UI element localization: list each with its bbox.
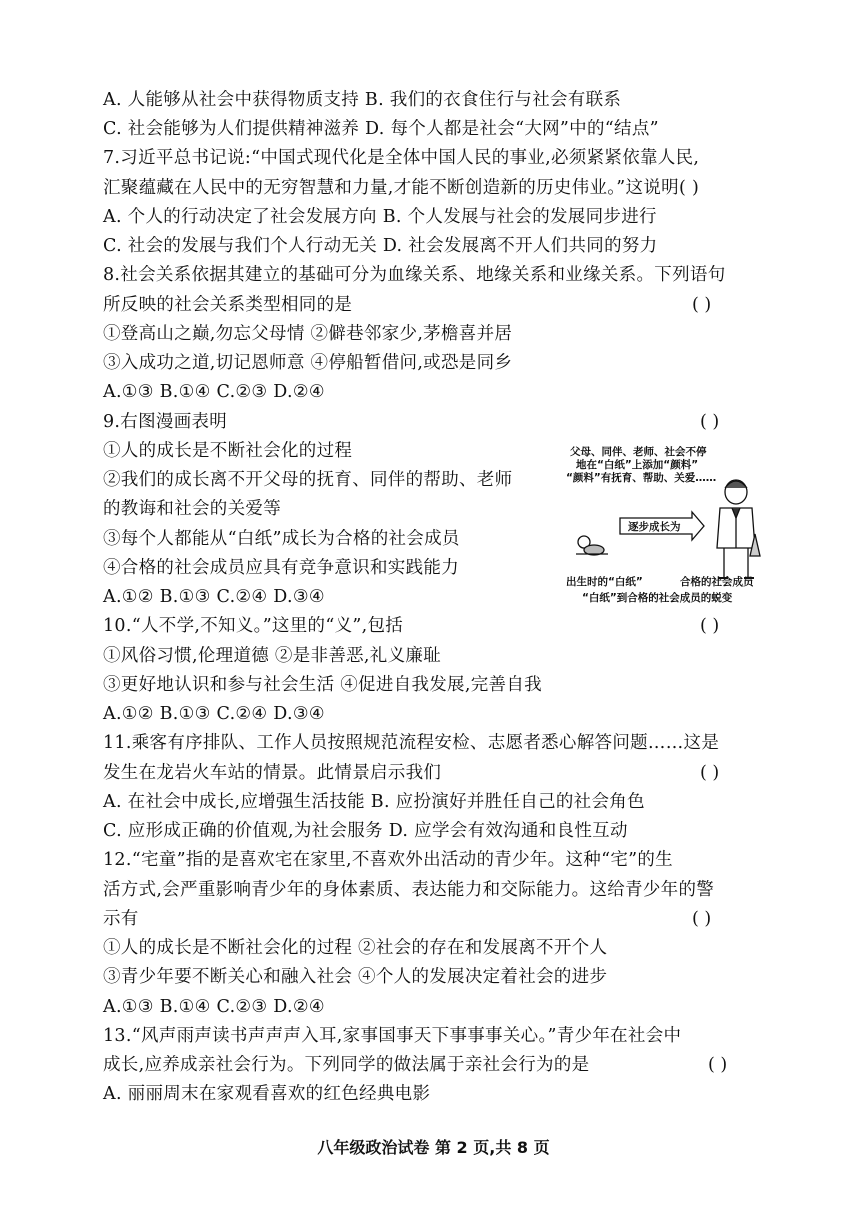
q13-answer-paren: ( ) — [708, 1055, 728, 1075]
cartoon-label-right: 合格的社会成员 — [680, 576, 754, 588]
q7-stem-line1: 7.习近平总书记说:“中国式现代化是全体中国人民的事业,必须紧紧依靠人民, — [103, 148, 700, 168]
q12-options: A.①③ B.①④ C.②③ D.②④ — [103, 997, 325, 1017]
cartoon-caption-top-2: 地在“白纸”上添加“颜料” — [576, 459, 699, 471]
cartoon-label-left: 出生时的“白纸” — [566, 576, 643, 588]
q9-answer-paren: ( ) — [700, 412, 720, 432]
q7-options-cd: C. 社会的发展与我们个人行动无关 D. 社会发展离不开人们共同的努力 — [103, 236, 658, 256]
q12-item-34: ③青少年要不断关心和融入社会 ④个人的发展决定着社会的进步 — [103, 967, 608, 987]
q12-stem-line2: 活方式,会严重影响青少年的身体素质、表达能力和交际能力。这给青少年的警 — [103, 880, 715, 900]
q10-stem: 10.“人不学,不知义。”这里的“义”,包括 — [103, 616, 404, 636]
q8-stem-line1: 8.社会关系依据其建立的基础可分为血缘关系、地缘关系和业缘关系。下列语句 — [103, 265, 726, 285]
adult-figure — [717, 480, 760, 578]
q6-options-cd: C. 社会能够为人们提供精神滋养 D. 每个人都是社会“大网”中的“结点” — [103, 119, 659, 139]
page-footer: 八年级政治试卷 第 2 页,共 8 页 — [317, 1138, 550, 1157]
q7-stem-line2: 汇聚蕴藏在人民中的无穷智慧和力量,才能不断创造新的历史伟业。”这说明( ) — [103, 178, 700, 198]
cartoon-caption-top-3: “颜料”有抚育、帮助、关爱…… — [566, 472, 717, 484]
q9-item-2: ②我们的成长离不开父母的抚育、同伴的帮助、老师 — [103, 470, 513, 490]
q10-answer-paren: ( ) — [700, 616, 720, 636]
q6-options-ab: A. 人能够从社会中获得物质支持 B. 我们的衣食住行与社会有联系 — [103, 90, 622, 110]
q13-option-a: A. 丽丽周末在家观看喜欢的红色经典电影 — [103, 1084, 431, 1104]
growth-cartoon — [562, 438, 777, 610]
q8-answer-paren: ( ) — [692, 295, 712, 315]
q12-item-12: ①人的成长是不断社会化的过程 ②社会的存在和发展离不开个人 — [103, 938, 608, 958]
q12-answer-paren: ( ) — [692, 909, 712, 929]
q9-item-4: ④合格的社会成员应具有竞争意识和实践能力 — [103, 558, 459, 578]
q9-stem: 9.右图漫画表明 — [103, 412, 228, 432]
q13-stem-line1: 13.“风声雨声读书声声声入耳,家事国事天下事事事关心。”青少年在社会中 — [103, 1026, 682, 1046]
q9-item-1: ①人的成长是不断社会化的过程 — [103, 441, 353, 461]
q10-item-34: ③更好地认识和参与社会生活 ④促进自我发展,完善自我 — [103, 675, 542, 695]
baby-figure — [576, 536, 608, 555]
q11-stem-line2: 发生在龙岩火车站的情景。此情景启示我们 — [103, 763, 442, 783]
q10-item-12: ①风俗习惯,伦理道德 ②是非善恶,礼义廉耻 — [103, 646, 441, 666]
q9-item-3: ③每个人都能从“白纸”成长为合格的社会成员 — [103, 529, 460, 549]
q7-options-ab: A. 个人的行动决定了社会发展方向 B. 个人发展与社会的发展同步进行 — [103, 207, 657, 227]
cartoon-arrow-label: 逐步成长为 — [628, 521, 681, 533]
q11-stem-line1: 11.乘客有序排队、工作人员按照规范流程安检、志愿者悉心解答问题……这是 — [103, 733, 720, 753]
cartoon-caption-bottom: “白纸”到合格的社会成员的蜕变 — [582, 592, 733, 604]
q8-item-12: ①登高山之巅,勿忘父母情 ②僻巷邻家少,茅檐喜并居 — [103, 324, 513, 344]
q10-options: A.①② B.①③ C.②④ D.③④ — [103, 704, 325, 724]
q12-stem-line3: 示有 — [103, 909, 139, 929]
q8-options: A.①③ B.①④ C.②③ D.②④ — [103, 382, 325, 402]
q8-stem-line2: 所反映的社会关系类型相同的是 — [103, 295, 353, 315]
q9-options: A.①② B.①③ C.②④ D.③④ — [103, 587, 325, 607]
cartoon-caption-top-1: 父母、同伴、老师、社会不停 — [570, 446, 707, 458]
q8-item-34: ③入成功之道,切记恩师意 ④停船暂借问,或恐是同乡 — [103, 353, 513, 373]
q13-stem-line2: 成长,应养成亲社会行为。下列同学的做法属于亲社会行为的是 — [103, 1055, 590, 1075]
q11-options-cd: C. 应形成正确的价值观,为社会服务 D. 应学会有效沟通和良性互动 — [103, 821, 628, 841]
q12-stem-line1: 12.“宅童”指的是喜欢宅在家里,不喜欢外出活动的青少年。这种“宅”的生 — [103, 850, 673, 870]
q11-options-ab: A. 在社会中成长,应增强生活技能 B. 应扮演好并胜任自己的社会角色 — [103, 792, 645, 812]
q11-answer-paren: ( ) — [700, 763, 720, 783]
q9-item-2-cont: 的教诲和社会的关爱等 — [103, 499, 281, 519]
